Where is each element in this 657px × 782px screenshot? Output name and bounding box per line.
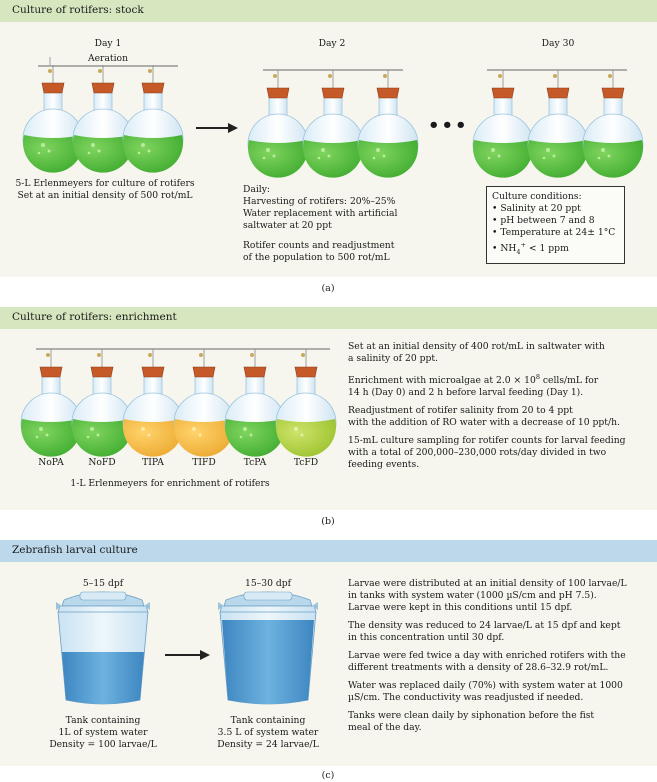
flask-tcpa — [225, 349, 285, 457]
panel-b-enrichment — [0, 307, 657, 510]
zebrafish-text — [348, 578, 638, 740]
flask-nofd — [72, 349, 132, 457]
enrichment-p3-line2: with the addition of RO water with a decrease of 10 ppt/h. — [348, 417, 620, 429]
enrichment-p2-prefix: Enrichment with microalgae at 2.0 × 10 — [348, 375, 536, 387]
zebrafish-p1-line1: Larvae were distributed at an initial density of 100 larvae/L — [348, 578, 627, 589]
enrichment-p3 — [348, 405, 638, 429]
culture-conditions-box — [486, 186, 625, 264]
panel-c-title: Zebrafish larval culture — [12, 544, 138, 556]
tank1-caption-line1: Tank containing — [65, 715, 141, 726]
counts-line2: of the population to 500 rot/mL — [243, 252, 390, 263]
enrichment-caption: 1-L Erlenmeyers for enrichment of rotifers — [70, 478, 270, 489]
arrow-tank1-to-tank2 — [165, 650, 210, 660]
flask-nopa — [21, 349, 81, 457]
treatment-nopa-label: NoPA — [38, 457, 64, 468]
condition-temperature: • Temperature at 24± 1°C — [492, 227, 616, 238]
zebrafish-p5-line1: Tanks were clean daily by siphonation before the fist — [348, 710, 595, 721]
panel-c-label: (c) — [321, 770, 335, 781]
aeration-label: Aeration — [87, 53, 129, 64]
panel-a-stock — [0, 0, 657, 277]
daily-line2: Harvesting of rotifers: 20%–25% — [243, 196, 396, 207]
flask-day2-2 — [303, 70, 363, 178]
condition-ph: • pH between 7 and 8 — [492, 215, 595, 226]
erlen-caption-line2: Set at an initial density of 500 rot/mL — [17, 190, 193, 201]
enrichment-p2-suffix: cells/mL for — [539, 375, 599, 387]
enrichment-p1-line2: a salinity of 20 ppt. — [348, 353, 438, 364]
panel-c-zebrafish — [0, 540, 657, 766]
counts-line1: Rotifer counts and readjustment — [243, 240, 395, 251]
enrichment-p4 — [348, 435, 638, 471]
day1-label: Day 1 — [94, 38, 122, 49]
enrichment-p2 — [348, 371, 638, 399]
zebrafish-p4 — [348, 680, 638, 704]
flask-tifd — [174, 349, 234, 457]
nh4-prefix: • NH — [492, 243, 517, 255]
flask-day30-1 — [473, 70, 533, 178]
enrichment-p3-line1: Readjustment of rotifer salinity from 20 to 4 ppt — [348, 405, 573, 417]
panel-b-title: Culture of rotifers: enrichment — [12, 311, 177, 323]
nh4-suffix: < 1 ppm — [526, 243, 569, 255]
period-15-30-label: 15–30 dpf — [244, 578, 292, 589]
treatment-nofd-label: NoFD — [88, 457, 116, 468]
arrow-day1-to-day2 — [196, 123, 238, 133]
condition-salinity: • Salinity at 20 ppt — [492, 203, 581, 214]
ellipsis-dots: ••• — [428, 115, 469, 136]
daily-line1: Daily: — [243, 184, 271, 195]
panel-a-label: (a) — [321, 283, 335, 294]
zebrafish-p3-line1: Larvae were fed twice a day with enriched rotifers with the — [348, 650, 626, 661]
tank-1L-icon — [56, 592, 150, 704]
enrichment-p2-exponent: 8 — [535, 373, 540, 381]
treatment-tifd-label: TIFD — [192, 457, 216, 468]
nh4-subscript: 4 — [516, 247, 521, 256]
panel-a-title: Culture of rotifers: stock — [12, 4, 144, 16]
flask-day1-3 — [123, 65, 183, 173]
tank-3-5L-icon — [218, 592, 318, 704]
erlen-caption-line1: 5-L Erlenmeyers for culture of rotifers — [15, 178, 195, 189]
tank1-caption-line2: 1L of system water — [58, 727, 148, 738]
enrichment-p4-line1: 15-mL culture sampling for rotifer counts for larval feeding — [348, 435, 626, 447]
zebrafish-p5 — [348, 710, 638, 734]
treatment-tcpa-label: TcPA — [243, 457, 267, 468]
flask-day1-2 — [73, 65, 133, 173]
enrichment-p4-line2: with a total of 200,000–230,000 rots/day divided in two — [348, 447, 607, 459]
zebrafish-p4-line1: Water was replaced daily (70%) with system water at 1000 — [348, 680, 623, 691]
enrichment-p4-line3: feeding events. — [348, 459, 420, 471]
panel-b-label: (b) — [321, 516, 335, 527]
zebrafish-p3 — [348, 650, 638, 674]
flask-tcfd — [276, 349, 336, 457]
zebrafish-p1-line3: Larvae were kept in this conditions until 15 dpf. — [348, 602, 573, 613]
enrichment-p1 — [348, 341, 638, 365]
conditions-title: Culture conditions: — [492, 191, 582, 202]
daily-line3: Water replacement with artificial — [243, 208, 398, 219]
tank2-caption-line2: 3.5 L of system water — [217, 727, 319, 738]
zebrafish-p5-line2: meal of the day. — [348, 722, 422, 733]
period-5-15-label: 5–15 dpf — [82, 578, 124, 589]
zebrafish-p2-line2: in this concentration until 30 dpf. — [348, 632, 505, 643]
zebrafish-p1-line2: in tanks with system water (1000 µS/cm and pH 7.5). — [348, 590, 597, 601]
day2-label: Day 2 — [318, 38, 346, 49]
flask-day30-2 — [528, 70, 588, 178]
zebrafish-p2 — [348, 620, 638, 644]
enrichment-p1-line1: Set at an initial density of 400 rot/mL in saltwater with — [348, 341, 605, 352]
daily-line4: saltwater at 20 ppt — [243, 220, 332, 231]
treatment-tipa-label: TIPA — [142, 457, 164, 468]
condition-nh4 — [487, 239, 624, 258]
enrichment-text — [348, 341, 638, 477]
flask-tipa — [123, 349, 183, 457]
zebrafish-p4-line2: µS/cm. The conductivity was readjusted if needed. — [348, 692, 584, 703]
zebrafish-p1 — [348, 578, 638, 614]
enrichment-p2-line2: 14 h (Day 0) and 2 h before larval feeding (Day 1). — [348, 387, 584, 399]
tank2-caption-line3: Density = 24 larvae/L — [217, 739, 319, 750]
flask-day30-3 — [583, 70, 643, 178]
flask-day2-3 — [358, 70, 418, 178]
zebrafish-p2-line1: The density was reduced to 24 larvae/L at 15 dpf and kept — [348, 620, 621, 631]
treatment-tcfd-label: TcFD — [293, 457, 319, 468]
flask-day2-1 — [248, 70, 308, 178]
nh4-superscript: + — [520, 241, 526, 249]
day30-label: Day 30 — [541, 38, 575, 49]
tank1-caption-line3: Density = 100 larvae/L — [49, 739, 157, 750]
zebrafish-p3-line2: different treatments with a density of 28.6–32.9 rot/mL. — [348, 662, 609, 673]
flask-day1-1 — [23, 57, 83, 173]
tank2-caption-line1: Tank containing — [230, 715, 306, 726]
